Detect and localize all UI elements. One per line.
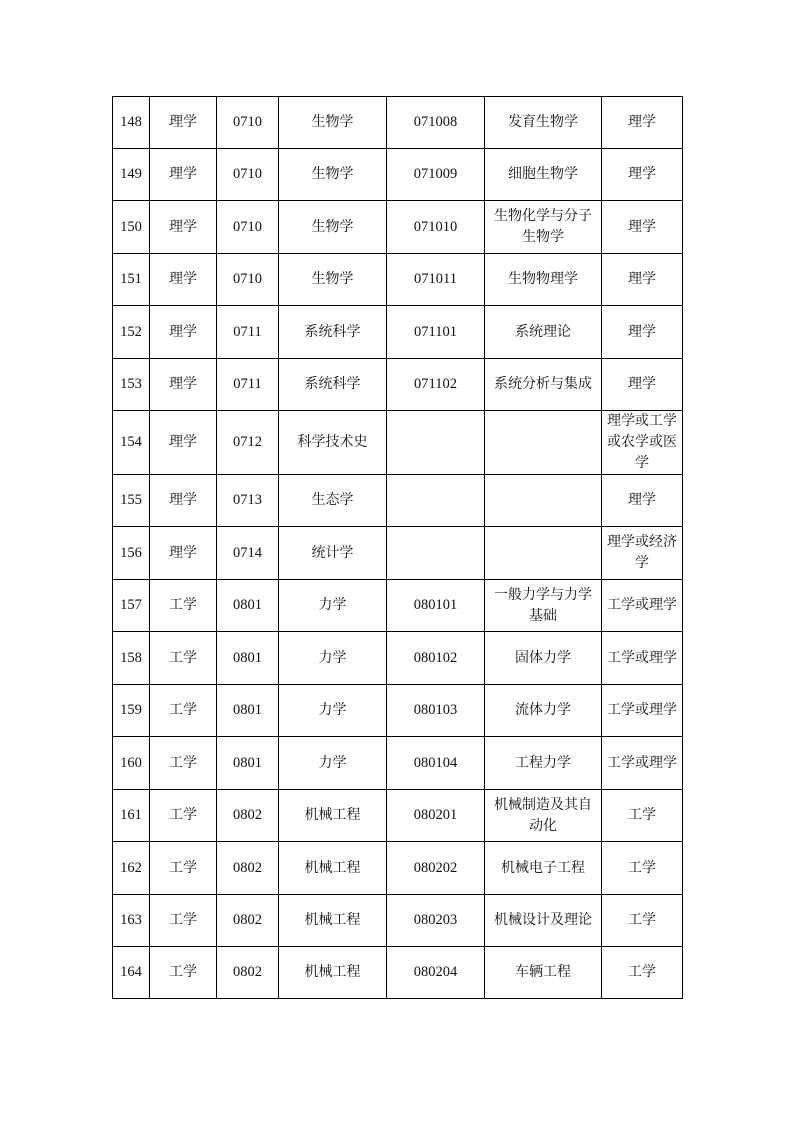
second-level-name-cell: 车辆工程 [485, 947, 602, 999]
table-row [113, 632, 683, 685]
first-level-code-cell: 0711 [217, 359, 279, 411]
second-level-code-cell [387, 475, 485, 527]
row-number-cell: 161 [113, 790, 150, 842]
second-level-name-cell [485, 411, 602, 475]
row-number-cell: 152 [113, 306, 150, 359]
row-number-cell: 159 [113, 685, 150, 737]
first-level-code-cell: 0802 [217, 895, 279, 947]
second-level-code-cell: 071010 [387, 201, 485, 254]
first-level-name-cell: 生物学 [279, 201, 387, 254]
second-level-name-cell: 流体力学 [485, 685, 602, 737]
first-level-name-cell: 力学 [279, 685, 387, 737]
degree-cell: 工学或理学 [602, 737, 683, 790]
category-cell: 理学 [150, 306, 217, 359]
degree-cell: 理学或工学或农学或医学 [602, 411, 683, 475]
first-level-code-cell: 0801 [217, 580, 279, 632]
second-level-name-cell: 系统理论 [485, 306, 602, 359]
degree-cell: 理学 [602, 475, 683, 527]
table-row [113, 895, 683, 947]
second-level-name-cell [485, 527, 602, 580]
second-level-code-cell: 080202 [387, 842, 485, 895]
table-row [113, 411, 683, 475]
first-level-code-cell: 0710 [217, 97, 279, 149]
first-level-code-cell: 0802 [217, 947, 279, 999]
row-number-cell: 160 [113, 737, 150, 790]
row-number-cell: 150 [113, 201, 150, 254]
second-level-name-cell: 一般力学与力学基础 [485, 580, 602, 632]
second-level-name-cell: 工程力学 [485, 737, 602, 790]
category-cell: 理学 [150, 149, 217, 201]
degree-cell: 工学 [602, 842, 683, 895]
first-level-name-cell: 生物学 [279, 254, 387, 306]
second-level-code-cell: 071102 [387, 359, 485, 411]
second-level-name-cell: 机械设计及理论 [485, 895, 602, 947]
table-row [113, 580, 683, 632]
first-level-name-cell: 力学 [279, 632, 387, 685]
table-row [113, 306, 683, 359]
category-cell: 理学 [150, 201, 217, 254]
row-number-cell: 164 [113, 947, 150, 999]
row-number-cell: 157 [113, 580, 150, 632]
first-level-code-cell: 0801 [217, 685, 279, 737]
category-cell: 工学 [150, 737, 217, 790]
second-level-name-cell: 系统分析与集成 [485, 359, 602, 411]
second-level-name-cell: 细胞生物学 [485, 149, 602, 201]
category-cell: 工学 [150, 895, 217, 947]
category-cell: 工学 [150, 580, 217, 632]
second-level-code-cell [387, 527, 485, 580]
first-level-code-cell: 0710 [217, 254, 279, 306]
table-row [113, 527, 683, 580]
first-level-name-cell: 系统科学 [279, 359, 387, 411]
table-row [113, 254, 683, 306]
first-level-code-cell: 0710 [217, 149, 279, 201]
degree-cell: 理学 [602, 201, 683, 254]
first-level-name-cell: 机械工程 [279, 895, 387, 947]
row-number-cell: 155 [113, 475, 150, 527]
row-number-cell: 153 [113, 359, 150, 411]
category-cell: 理学 [150, 411, 217, 475]
row-number-cell: 149 [113, 149, 150, 201]
first-level-name-cell: 力学 [279, 580, 387, 632]
category-cell: 工学 [150, 790, 217, 842]
degree-cell: 理学 [602, 97, 683, 149]
first-level-name-cell: 科学技术史 [279, 411, 387, 475]
category-cell: 理学 [150, 475, 217, 527]
row-number-cell: 163 [113, 895, 150, 947]
first-level-code-cell: 0801 [217, 737, 279, 790]
table-row [113, 201, 683, 254]
table-body [113, 97, 683, 999]
second-level-name-cell: 生物化学与分子生物学 [485, 201, 602, 254]
first-level-code-cell: 0712 [217, 411, 279, 475]
category-cell: 理学 [150, 254, 217, 306]
second-level-name-cell [485, 475, 602, 527]
row-number-cell: 151 [113, 254, 150, 306]
first-level-name-cell: 生物学 [279, 97, 387, 149]
degree-cell: 工学 [602, 790, 683, 842]
discipline-table [112, 96, 683, 999]
degree-cell: 工学或理学 [602, 632, 683, 685]
table-row [113, 790, 683, 842]
first-level-code-cell: 0802 [217, 842, 279, 895]
first-level-name-cell: 生态学 [279, 475, 387, 527]
degree-cell: 工学 [602, 895, 683, 947]
first-level-code-cell: 0714 [217, 527, 279, 580]
degree-cell: 工学或理学 [602, 580, 683, 632]
first-level-name-cell: 机械工程 [279, 947, 387, 999]
category-cell: 理学 [150, 97, 217, 149]
category-cell: 工学 [150, 842, 217, 895]
second-level-code-cell: 080104 [387, 737, 485, 790]
second-level-code-cell: 071009 [387, 149, 485, 201]
row-number-cell: 162 [113, 842, 150, 895]
second-level-name-cell: 机械制造及其自动化 [485, 790, 602, 842]
degree-cell: 理学 [602, 149, 683, 201]
degree-cell: 理学 [602, 306, 683, 359]
first-level-code-cell: 0802 [217, 790, 279, 842]
table-row [113, 947, 683, 999]
category-cell: 工学 [150, 947, 217, 999]
row-number-cell: 154 [113, 411, 150, 475]
degree-cell: 理学 [602, 359, 683, 411]
second-level-code-cell: 071011 [387, 254, 485, 306]
category-cell: 工学 [150, 632, 217, 685]
second-level-code-cell: 080103 [387, 685, 485, 737]
degree-cell: 工学 [602, 947, 683, 999]
second-level-code-cell: 080101 [387, 580, 485, 632]
first-level-name-cell: 力学 [279, 737, 387, 790]
second-level-code-cell: 080203 [387, 895, 485, 947]
first-level-name-cell: 统计学 [279, 527, 387, 580]
first-level-code-cell: 0801 [217, 632, 279, 685]
first-level-code-cell: 0713 [217, 475, 279, 527]
second-level-code-cell: 080201 [387, 790, 485, 842]
category-cell: 工学 [150, 685, 217, 737]
first-level-name-cell: 机械工程 [279, 790, 387, 842]
table-row [113, 359, 683, 411]
degree-cell: 理学 [602, 254, 683, 306]
table-row [113, 685, 683, 737]
first-level-name-cell: 系统科学 [279, 306, 387, 359]
table-row [113, 149, 683, 201]
second-level-code-cell: 080204 [387, 947, 485, 999]
row-number-cell: 158 [113, 632, 150, 685]
first-level-name-cell: 机械工程 [279, 842, 387, 895]
second-level-name-cell: 生物物理学 [485, 254, 602, 306]
second-level-name-cell: 固体力学 [485, 632, 602, 685]
table-row [113, 737, 683, 790]
second-level-code-cell [387, 411, 485, 475]
first-level-code-cell: 0710 [217, 201, 279, 254]
first-level-code-cell: 0711 [217, 306, 279, 359]
first-level-name-cell: 生物学 [279, 149, 387, 201]
second-level-name-cell: 机械电子工程 [485, 842, 602, 895]
table-row [113, 842, 683, 895]
category-cell: 理学 [150, 527, 217, 580]
second-level-code-cell: 071008 [387, 97, 485, 149]
second-level-name-cell: 发育生物学 [485, 97, 602, 149]
table-row [113, 475, 683, 527]
category-cell: 理学 [150, 359, 217, 411]
row-number-cell: 148 [113, 97, 150, 149]
second-level-code-cell: 080102 [387, 632, 485, 685]
second-level-code-cell: 071101 [387, 306, 485, 359]
degree-cell: 工学或理学 [602, 685, 683, 737]
row-number-cell: 156 [113, 527, 150, 580]
table-row [113, 97, 683, 149]
degree-cell: 理学或经济学 [602, 527, 683, 580]
